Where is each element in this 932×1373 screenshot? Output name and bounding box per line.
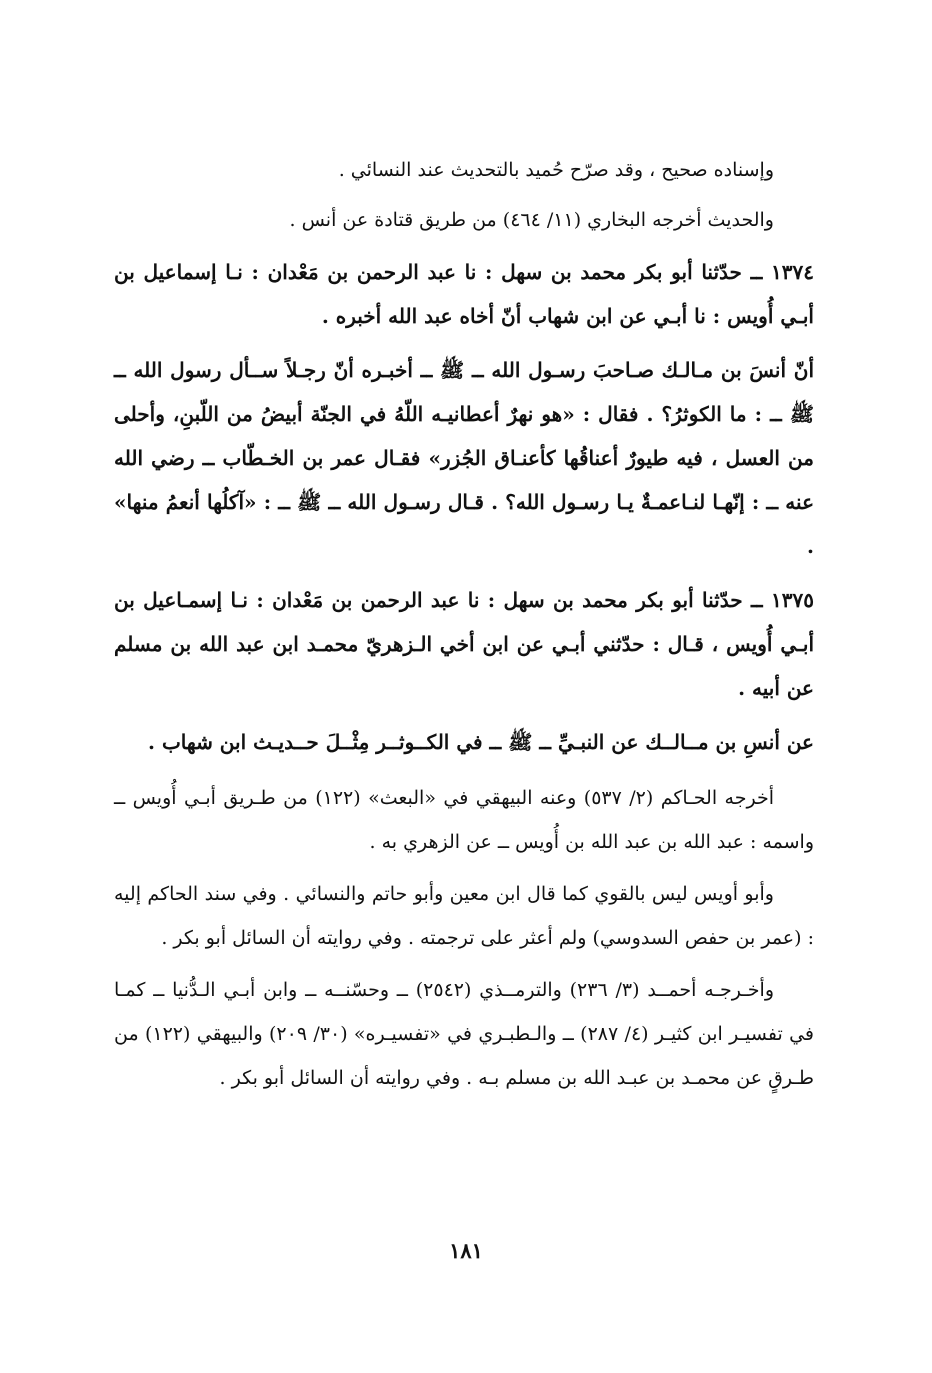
hadith-1375-text: عن أنسِ بن مــالــك عن النبـيِّ ــ ﷺ ــ في الكــوثــر مِثْــلَ حــديـث ابن شهاب . <box>148 730 814 754</box>
takhrij-ahmad-note: وأخـرجـه أحمــد (٣/ ٢٣٦) والترمــذي (٢٥٤٢) ــ وحسّنــه ــ وابن أبـي الـدُّنيا ــ كمـا في تفسيـر ابن كثيـر (٤/ ٢٨٧) ــ والـطبـري في «تفسيـره» (٣٠/ ٢٠٩) والبيهقي (١٢٢) من طـرقٍ عن محمـد بن عبـد الله بن مسلم بـه . وفي روايته أن السائل أبو بكر . <box>114 979 815 1089</box>
hadith-1374-text: أنّ أنسَ بن مـالـك صـاحبَ رسـول الله ــ ﷺ ــ أخبـره أنّ رجـلاً ســأل رسول الله ــ ﷺ ــ : ما الكوثرُ؟ . فقال : «هو نهرٌ أعطانيـه اللّهُ في الجنّة أبيضُ من اللّبنِ، وأحلى من العسل ، فيه طيورٌ أعناقُها كأعنـاق الجُزر» فقـال عمر بن الخـطّاب ــ رضي الله عنه ــ : إنّهـا لنـاعمـةٌ يـا رسـول الله؟ . قـال رسـول الله ــ ﷺ ــ : «آكلُها أنعمُ منها» . <box>114 358 814 558</box>
text-column <box>114 148 814 1100</box>
hadith-1375-chain: ١٣٧٥ ــ حدّثنا أبو بكر محمد بن سهل : نا عبد الرحمن بن مَعْدان : نـا إسمـاعيل بن أبـي أُويس ، قـال : حدّثني أبـي عن ابن أخي الـزهريّ محمـد ابن عبد الله بن مسلم عن أبيه . <box>114 588 814 700</box>
takhrij-hakim-note: أخرجه الحـاكم (٢/ ٥٣٧) وعنه البيهقي في «البعث» (١٢٢) من طـريق أبـي أُويس ــ واسمه : عبد الله بن عبد الله بن أُويس ــ عن الزهري به . <box>114 787 814 853</box>
page-number: ١٨١ <box>449 1238 483 1263</box>
narrator-grading-note: وأبو أويس ليس بالقوي كما قال ابن معين وأبو حاتم والنسائي . وفي سند الحاكم إليه : (عمر بن حفص السدوسي) ولم أعثر على ترجمته . وفي روايته أن السائل أبو بكر . <box>114 883 814 949</box>
hadith-1374-chain: ١٣٧٤ ــ حدّثنا أبو بكر محمد بن سهل : نا عبد الرحمن بن مَعْدان : نـا إسماعيل بن أبـي أُويس : نا أبـي عن ابن شهاب أنّ أخاه عبد الله أخبره . <box>114 260 814 328</box>
takhrij-note: والحديث أخرجه البخاري (١١/ ٤٦٤) من طريق قتادة عن أنس . <box>289 209 774 231</box>
isnad-note: وإسناده صحيح ، وقد صرّح حُميد بالتحديث عند النسائي . <box>338 159 774 181</box>
